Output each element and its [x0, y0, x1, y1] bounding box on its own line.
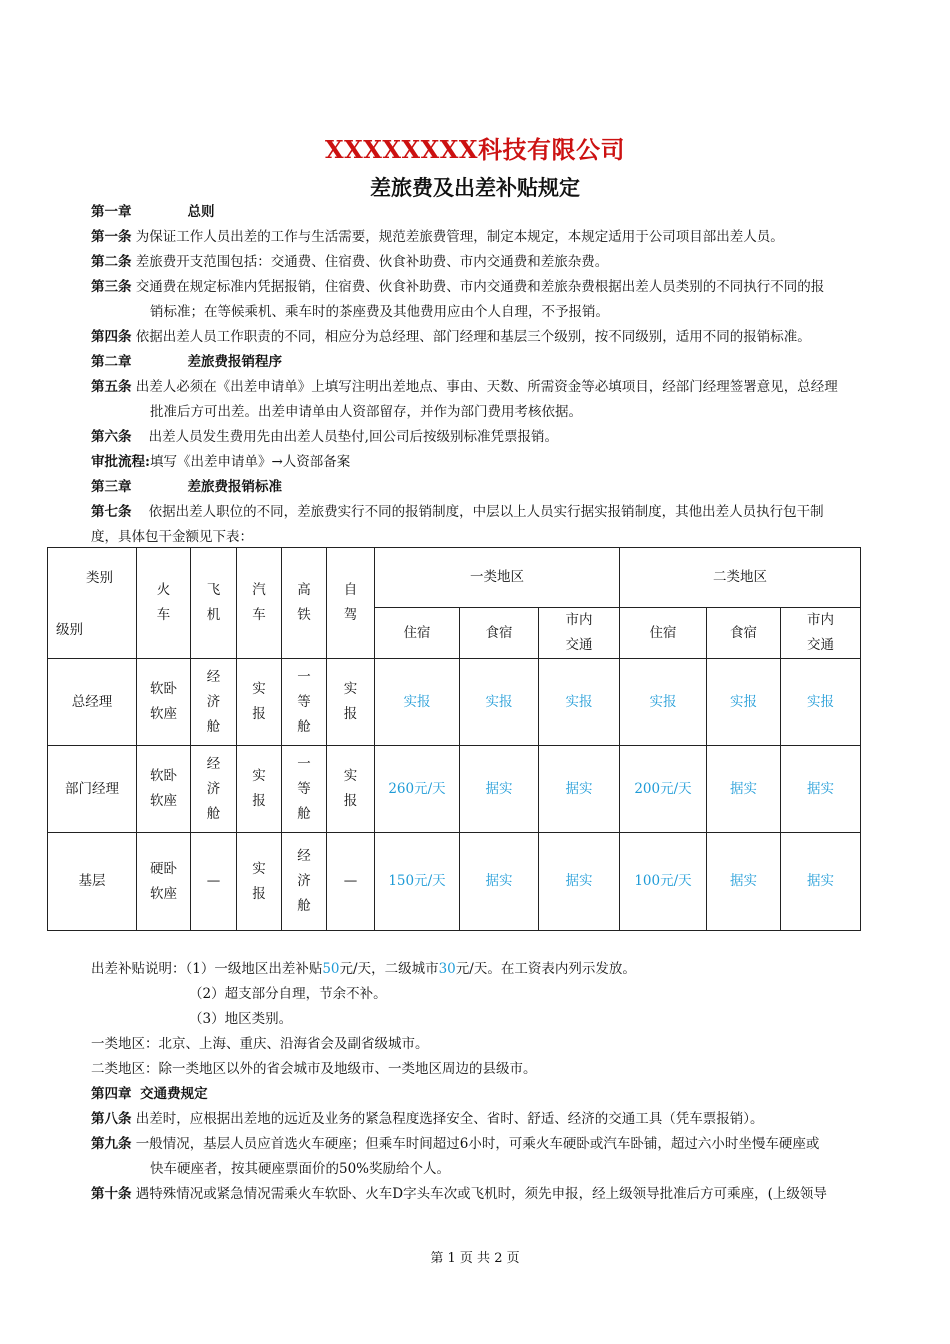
article-3	[91, 275, 861, 300]
table-row	[48, 659, 861, 746]
article-label: 第八条	[91, 1111, 132, 1127]
corner-level: 级别	[56, 622, 83, 638]
article-text: 出差人必须在《出差申请单》上填写注明出差地点、事由、天数、所需资金等必填项目，经部门经理签署意见，总经理	[135, 379, 838, 395]
chapter-number: 第二章	[91, 354, 132, 370]
article-label: 第五条	[91, 379, 132, 395]
level-cell: 总经理	[48, 659, 137, 746]
sub-lodging: 住宿	[375, 608, 460, 659]
region-1-desc: 一类地区：北京、上海、重庆、沿海省会及副省级城市。	[91, 1036, 429, 1052]
value-cell: 260元/天	[375, 746, 460, 833]
article-5	[91, 375, 861, 400]
article-8	[91, 1107, 827, 1132]
article-6	[91, 425, 861, 450]
chapter-name: 差旅费报销程序	[187, 354, 282, 370]
value-cell: 据实	[539, 833, 620, 931]
plane-cell: 经济舱	[191, 659, 237, 746]
article-3-cont	[91, 300, 861, 325]
value-cell: 实报	[460, 659, 539, 746]
plane-cell: 经济舱	[191, 746, 237, 833]
value-cell: 据实	[460, 833, 539, 931]
hsr-cell: 一等舱	[282, 659, 327, 746]
header-region-2: 二类地区	[620, 548, 861, 608]
document-title: 差旅费及出差补贴规定	[370, 175, 580, 200]
note-text: 元/天。在工资表内列示发放。	[455, 961, 636, 977]
value-cell: 实报	[781, 659, 861, 746]
value-cell: 实报	[539, 659, 620, 746]
article-label: 第三条	[91, 279, 132, 295]
value-cell: 据实	[539, 746, 620, 833]
header-hsr: 高铁	[282, 548, 327, 659]
article-label: 第七条	[91, 504, 132, 520]
chapter-number: 第一章	[91, 204, 132, 220]
chapter-2	[91, 350, 861, 375]
value-cell: 据实	[707, 746, 781, 833]
sub-local-transport: 市内交通	[539, 608, 620, 659]
hsr-cell: 经济舱	[282, 833, 327, 931]
article-label: 第四条	[91, 329, 132, 345]
value-cell: 据实	[781, 833, 861, 931]
sub-meals: 食宿	[460, 608, 539, 659]
article-text: 差旅费开支范围包括：交通费、住宿费、伙食补助费、市内交通费和差旅杂费。	[135, 254, 609, 270]
article-text: 依据出差人员工作职责的不同，相应分为总经理、部门经理和基层三个级别，按不同级别，适用不同的报销标准。	[135, 329, 811, 345]
chapter-number: 第三章	[91, 479, 132, 495]
article-text: 出差人员发生费用先由出差人员垫付,回公司后按级别标准凭票报销。	[148, 429, 558, 445]
table-row	[48, 833, 861, 931]
corner-cell	[48, 548, 137, 659]
article-text: 一般情况，基层人员应首选火车硬座；但乘车时间超过6小时，可乘火车硬卧或汽车卧铺，超过六小时坐慢车硬座或	[135, 1136, 820, 1152]
value-cell: 实报	[707, 659, 781, 746]
approval-flow	[91, 450, 861, 475]
corner-category: 类别	[86, 570, 113, 586]
article-text: 快车硬座者，按其硬座票面价的50%奖励给个人。	[150, 1161, 451, 1177]
bus-cell: 实报	[237, 746, 282, 833]
note-3: （3）地区类别。	[189, 1011, 293, 1027]
note-1	[91, 957, 827, 982]
article-2	[91, 250, 861, 275]
note-value: 50	[322, 961, 340, 977]
header-region-1: 一类地区	[375, 548, 620, 608]
article-label: 第十条	[91, 1186, 132, 1202]
chapter-4	[91, 1082, 827, 1107]
article-text: 为保证工作人员出差的工作与生活需要，规范差旅费管理，制定本规定，本规定适用于公司项目部出差人员。	[135, 229, 784, 245]
header-train: 火车	[137, 548, 191, 659]
flow-text: 填写《出差申请单》→人资部备案	[149, 454, 351, 470]
car-cell: 实报	[327, 659, 375, 746]
car-cell: 实报	[327, 746, 375, 833]
value-cell: 据实	[781, 746, 861, 833]
header-car: 自驾	[327, 548, 375, 659]
article-label: 第一条	[91, 229, 132, 245]
flow-label: 审批流程:	[91, 454, 150, 470]
article-text: 交通费在规定标准内凭据报销，住宿费、伙食补助费、市内交通费和差旅杂费根据出差人员类别的不同执行不同的报	[135, 279, 825, 295]
value-cell: 100元/天	[620, 833, 707, 931]
level-cell: 部门经理	[48, 746, 137, 833]
train-cell: 软卧软座	[137, 659, 191, 746]
car-cell: —	[327, 833, 375, 931]
article-text: 销标准；在等候乘机、乘车时的茶座费及其他费用应由个人自理，不予报销。	[150, 304, 609, 320]
note-value: 30	[438, 961, 456, 977]
page-footer: 第 1 页 共 2 页	[430, 1251, 520, 1266]
article-1	[91, 225, 861, 250]
level-cell: 基层	[48, 833, 137, 931]
region-2-desc: 二类地区：除一类地区以外的省会城市及地级市、一类地区周边的县级市。	[91, 1061, 537, 1077]
value-cell: 据实	[460, 746, 539, 833]
article-text: 遇特殊情况或紧急情况需乘火车软卧、火车D字头车次或飞机时，须先申报，经上级领导批准后方可乘座，(上级领导	[135, 1186, 827, 1202]
sub-lodging: 住宿	[620, 608, 707, 659]
value-cell: 实报	[620, 659, 707, 746]
chapter-number: 第四章	[91, 1086, 132, 1102]
company-name: XXXXXXXX科技有限公司	[325, 135, 625, 164]
article-9	[91, 1132, 827, 1157]
train-cell: 硬卧软座	[137, 833, 191, 931]
header-bus: 汽车	[237, 548, 282, 659]
article-10	[91, 1182, 827, 1207]
note-text: 元/天，二级城市	[339, 961, 439, 977]
value-cell: 实报	[375, 659, 460, 746]
article-7	[91, 500, 861, 525]
article-text: 依据出差人职位的不同，差旅费实行不同的报销制度，中层以上人员实行据实报销制度，其他出差人员执行包干制	[148, 504, 824, 520]
chapter-name: 差旅费报销标准	[187, 479, 282, 495]
sub-local-transport: 市内交通	[781, 608, 861, 659]
chapter-1	[91, 200, 861, 225]
article-4	[91, 325, 861, 350]
value-cell: 150元/天	[375, 833, 460, 931]
note-text: （1）一级地区出差补贴	[185, 961, 323, 977]
train-cell: 软卧软座	[137, 746, 191, 833]
allowance-notes	[91, 957, 827, 1207]
note-2: （2）超支部分自理，节余不补。	[189, 986, 387, 1002]
allowance-table	[47, 547, 861, 931]
article-label: 第六条	[91, 429, 132, 445]
article-5-cont	[91, 400, 861, 425]
plane-cell: —	[191, 833, 237, 931]
value-cell: 200元/天	[620, 746, 707, 833]
article-text: 出差时，应根据出差地的远近及业务的紧急程度选择安全、省时、舒适、经济的交通工具（凭车票报销）。	[135, 1111, 764, 1127]
article-label: 第九条	[91, 1136, 132, 1152]
article-label: 第二条	[91, 254, 132, 270]
article-9-cont	[91, 1157, 827, 1182]
section-part1	[91, 200, 861, 550]
chapter-name: 交通费规定	[140, 1086, 208, 1102]
hsr-cell: 一等舱	[282, 746, 327, 833]
chapter-3	[91, 475, 861, 500]
table-row	[48, 746, 861, 833]
article-text: 批准后方可出差。出差申请单由人资部留存，并作为部门费用考核依据。	[150, 404, 582, 420]
header-plane: 飞机	[191, 548, 237, 659]
chapter-name: 总则	[187, 204, 215, 220]
bus-cell: 实报	[237, 833, 282, 931]
bus-cell: 实报	[237, 659, 282, 746]
table-header-row	[48, 548, 861, 608]
note-label: 出差补贴说明：	[91, 961, 186, 977]
sub-meals: 食宿	[707, 608, 781, 659]
article-text: 度，具体包干金额见下表：	[91, 529, 253, 545]
value-cell: 据实	[707, 833, 781, 931]
